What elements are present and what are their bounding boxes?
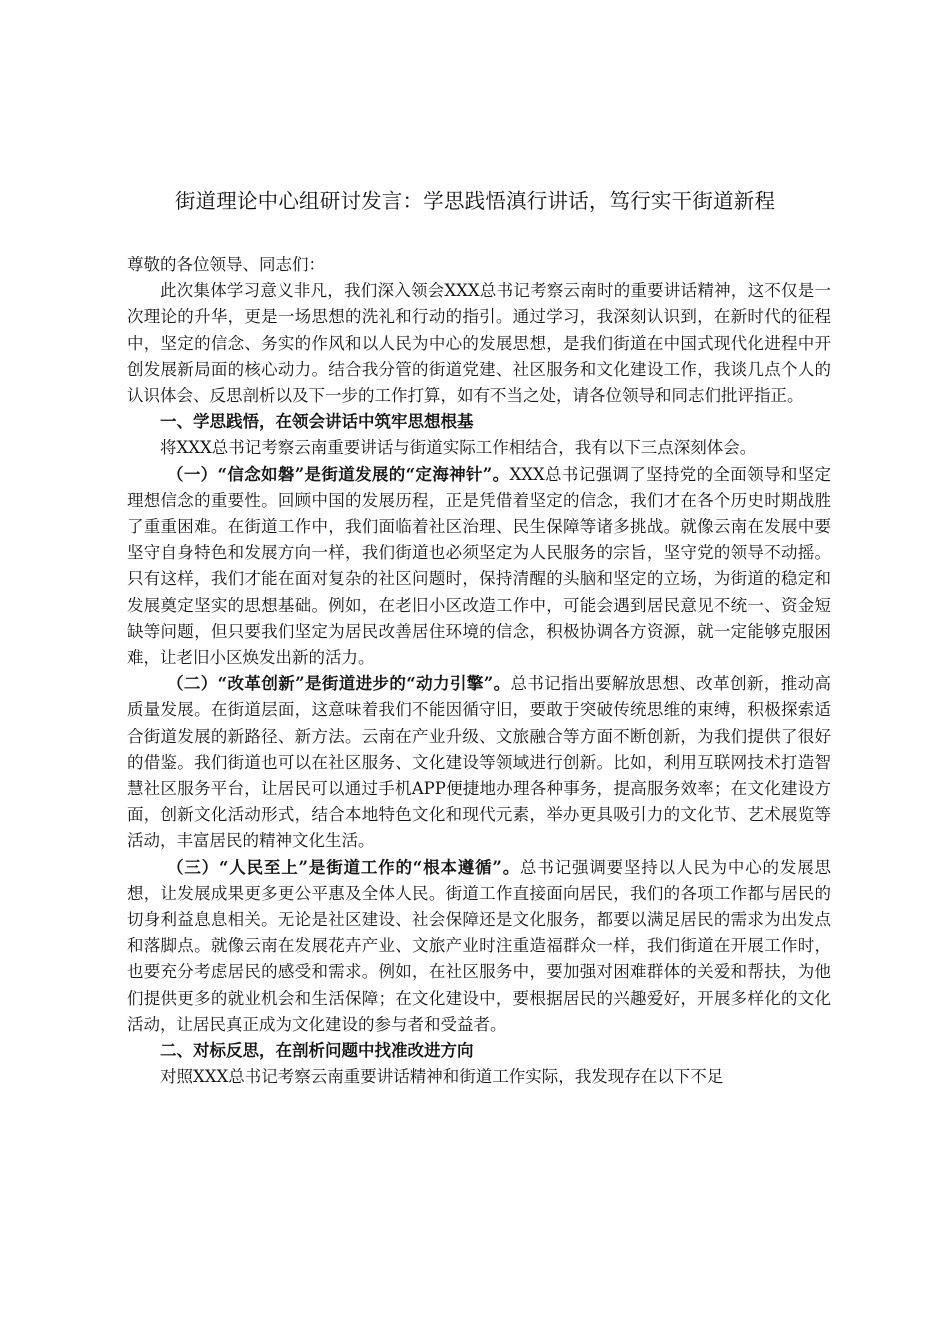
point-1-paragraph: [127, 462, 831, 672]
document-title: 街道理论中心组研讨发言：学思践悟滇行讲话，笃行实干街道新程: [174, 189, 776, 213]
point-1-text: XXX总书记强调了坚持党的全面领导和坚定理想信念的重要性。回顾中国的发展历程，正是凭借着坚定的信念，我们才在各个历史时期战胜了重重困难。在街道工作中，我们面临着社区治理、民生保障等诸多挑战。就像云南在发展中要坚守自身特色和发展方向一样，我们街道也必须坚定为人民服务的宗旨，坚守党的领导不动摇。只有这样，我们才能在面对复杂的社区问题时，保持清醒的头脑和坚定的立场，为街道的稳定和发展奠定坚实的思想基础。例如，在老旧小区改造工作中，可能会遇到居民意见不统一、资金短缺等问题，但只要我们坚定为居民改善居住环境的信念，积极协调各方资源，就一定能够克服困难，让老旧小区焕发出新的活力。: [127, 464, 831, 668]
section1-heading: 一、学思践悟，在领会讲话中筑牢思想根基: [160, 412, 474, 432]
section2-lead: 对照XXX总书记考察云南重要讲话精神和街道工作实际，我发现存在以下不足: [160, 1067, 724, 1087]
point-1-heading: （一）“信念如磐”是街道发展的“定海神针”。: [167, 464, 510, 484]
point-3-heading: （三）“人民至上”是街道工作的“根本遵循”。: [167, 857, 521, 877]
point-2-paragraph: [127, 671, 831, 854]
intro-paragraph: 此次集体学习意义非凡，我们深入领会XXX总书记考察云南时的重要讲话精神，这不仅是一次理论的升华，更是一场思想的洗礼和行动的指引。通过学习，我深刻认识到，在新时代的征程中，坚定的信念、务实的作风和以人民为中心的发展思想，是我们街道在中国式现代化进程中开创发展新局面的核心动力。结合我分管的街道党建、社区服务和文化建设工作，我谈几点个人的认识体会、反思剖析以及下一步的工作打算，如有不当之处，请各位领导和同志们批评指正。: [127, 281, 831, 406]
greeting: 尊敬的各位领导、同志们：: [127, 255, 325, 274]
section1-lead: 将XXX总书记考察云南重要讲话与街道实际工作相结合，我有以下三点深刻体会。: [160, 438, 757, 458]
section2-heading: 二、对标反思，在剖析问题中找准改进方向: [160, 1041, 474, 1061]
document-body: [127, 252, 831, 1091]
point-2-heading: （二）“改革创新”是街道进步的“动力引擎”。: [167, 674, 511, 694]
point-3-text: 总书记强调要坚持以人民为中心的发展思想，让发展成果更多更公平惠及全体人民。街道工作直接面向居民，我们的各项工作都与居民的切身利益息息相关。无论是社区建设、社会保障还是文化服务，都要以满足居民的需求为出发点和落脚点。就像云南在发展花卉产业、文旅产业时注重造福群众一样，我们街道在开展工作时，也要充分考虑居民的感受和需求。例如，在社区服务中，要加强对困难群体的关爱和帮扶，为他们提供更多的就业机会和生活保障；在文化建设中，要根据居民的兴趣爱好，开展多样化的文化活动，让居民真正成为文化建设的参与者和受益者。: [127, 857, 832, 1034]
point-2-text: 总书记指出要解放思想、改革创新，推动高质量发展。在街道层面，这意味着我们不能因循守旧，要敢于突破传统思维的束缚，积极探索适合街道发展的新路径、新方法。云南在产业升级、文旅融合等方面不断创新，为我们提供了很好的借鉴。我们街道也可以在社区服务、文化建设等领域进行创新。比如，利用互联网技术打造智慧社区服务平台，让居民可以通过手机APP便捷地办理各种事务，提高服务效率；在文化建设方面，创新文化活动形式，结合本地特色文化和现代元素，举办更具吸引力的文化节、艺术展览等活动，丰富居民的精神文化生活。: [127, 674, 832, 851]
point-3-paragraph: [127, 855, 831, 1038]
